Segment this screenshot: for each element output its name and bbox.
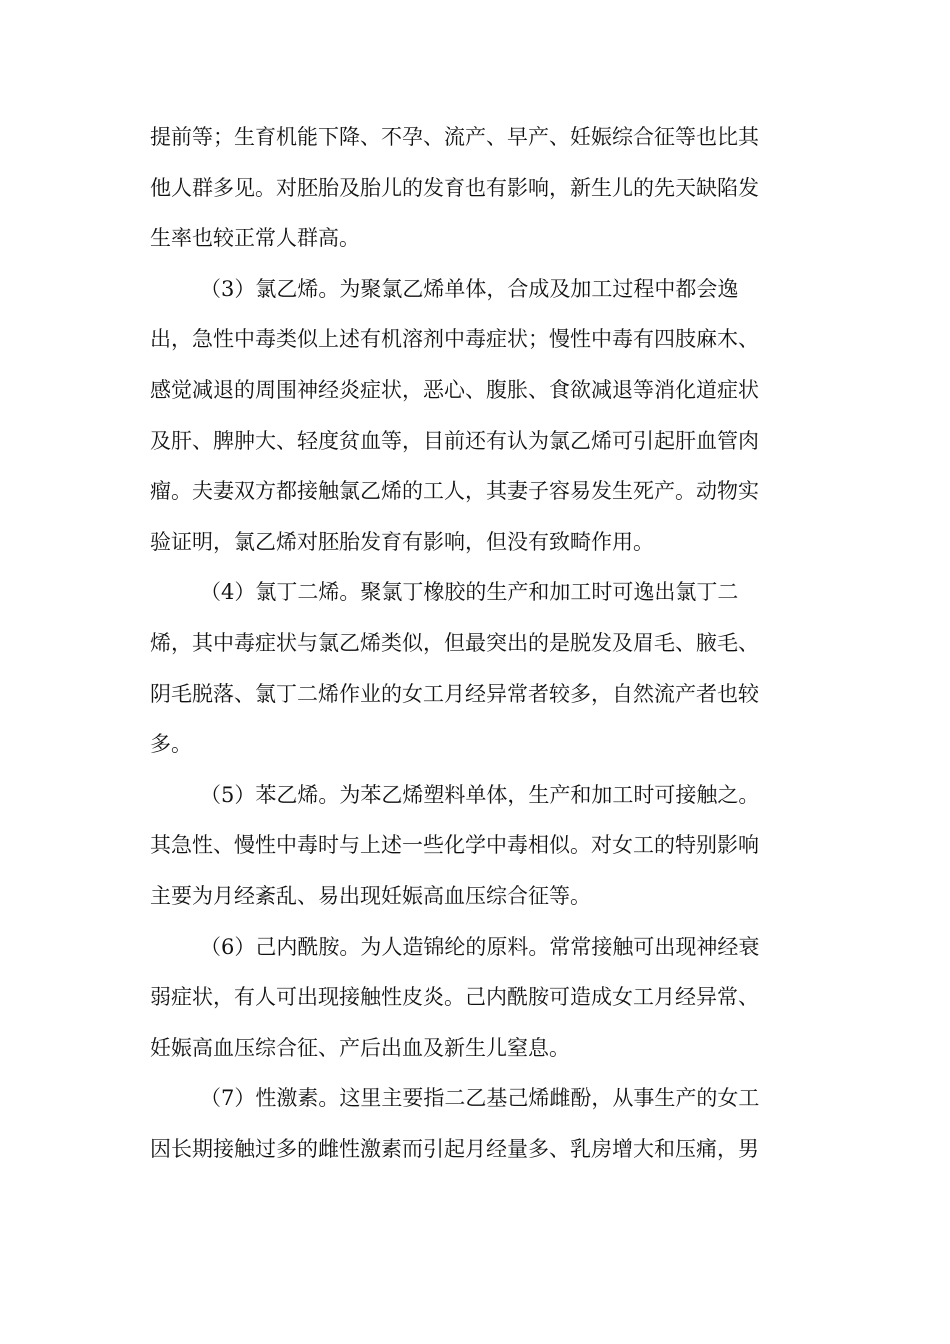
text-line: 多。 [150,732,192,757]
text-line: 因长期接触过多的雌性激素而引起月经量多、乳房增大和压痛，男 [150,1136,759,1161]
text-line: 及肝、脾肿大、轻度贫血等，目前还有认为氯乙烯可引起肝血管肉 [150,428,759,453]
paragraph-first-line: （6）己内酰胺。为人造锦纶的原料。常常接触可出现神经衰 [200,934,760,959]
paragraph-first-line: （4）氯丁二烯。聚氯丁橡胶的生产和加工时可逸出氯丁二 [200,580,739,605]
paragraph-first-line: （7）性激素。这里主要指二乙基己烯雌酚，从事生产的女工 [200,1086,760,1111]
text-line: 验证明，氯乙烯对胚胎发育有影响，但没有致畸作用。 [150,529,654,554]
text-line: 生率也较正常人群高。 [150,226,360,251]
paragraph-first-line: （5）苯乙烯。为苯乙烯塑料单体，生产和加工时可接触之。 [200,782,760,807]
paragraph-first-line: （3）氯乙烯。为聚氯乙烯单体，合成及加工过程中都会逸 [200,276,739,301]
text-line: 他人群多见。对胚胎及胎儿的发育也有影响，新生儿的先天缺陷发 [150,175,759,200]
text-line: 感觉减退的周围神经炎症状，恶心、腹胀、食欲减退等消化道症状 [150,377,759,402]
document-body [150,112,802,1174]
text-line: 主要为月经紊乱、易出现妊娠高血压综合征等。 [150,883,591,908]
text-line: 烯，其中毒症状与氯乙烯类似，但最突出的是脱发及眉毛、腋毛、 [150,630,759,655]
text-line: 阴毛脱落、氯丁二烯作业的女工月经异常者较多，自然流产者也较 [150,681,759,706]
text-line: 弱症状，有人可出现接触性皮炎。己内酰胺可造成女工月经异常、 [150,985,759,1010]
text-line: 瘤。夫妻双方都接触氯乙烯的工人，其妻子容易发生死产。动物实 [150,479,759,504]
text-line: 妊娠高血压综合征、产后出血及新生儿窒息。 [150,1035,570,1060]
text-line: 其急性、慢性中毒时与上述一些化学中毒相似。对女工的特别影响 [150,833,759,858]
text-line: 提前等；生育机能下降、不孕、流产、早产、妊娠综合征等也比其 [150,125,759,149]
text-line: 出，急性中毒类似上述有机溶剂中毒症状；慢性中毒有四肢麻木、 [150,327,759,352]
